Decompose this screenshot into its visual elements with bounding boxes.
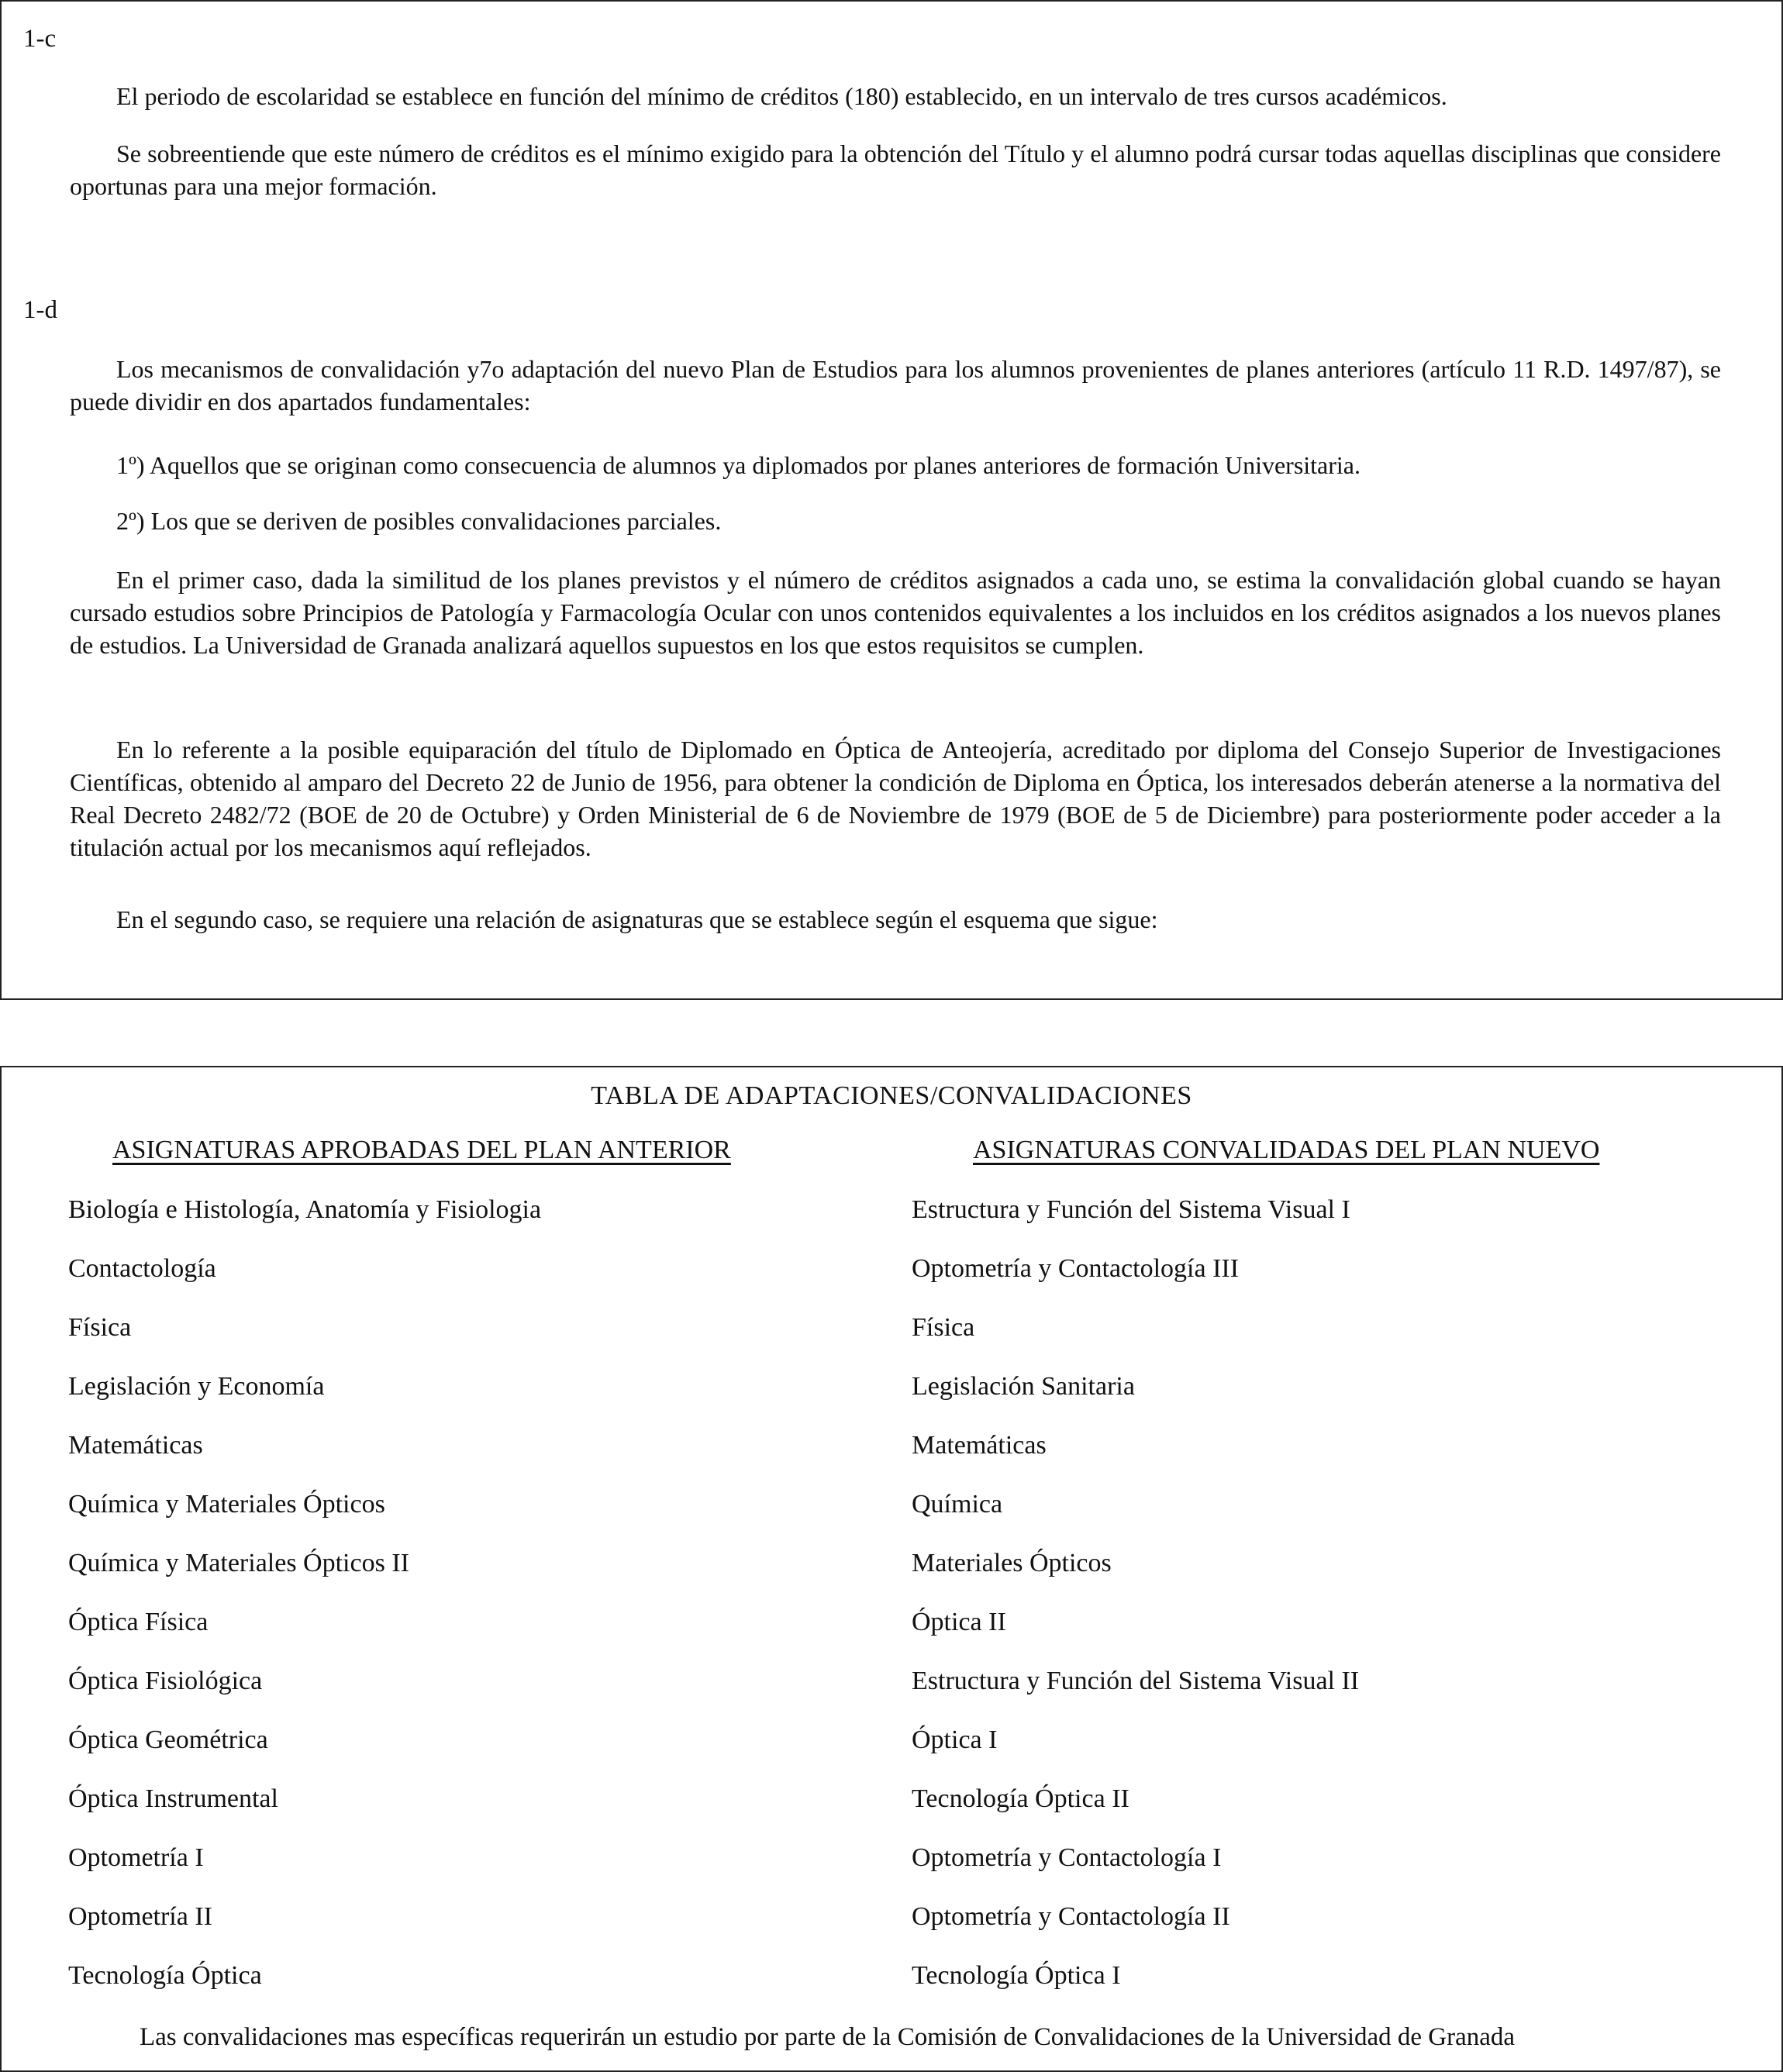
cell-old-subject: Matemáticas [68, 1431, 203, 1460]
paragraph-escolaridad: El periodo de escolaridad se establece en función del mínimo de créditos (180) establecido, en un intervalo de tres cursos académicos. [116, 82, 1447, 110]
table-row [0, 1372, 1783, 1431]
cell-new-subject: Tecnología Óptica I [912, 1961, 1121, 1990]
table-footer-note: Las convalidaciones mas específicas requerirán un estudio por parte de la Comisión de Convalidaciones de la Universidad de Granada [140, 2023, 1516, 2051]
paragraph-equiparacion: En lo referente a la posible equiparación del título de Diplomado en Óptica de Anteojería, acreditado por diploma del Consejo Superior de Investigaciones Científicas, obtenido al amparo del Decreto 22 de Junio de 1956, para obtener la condición de Diploma en Óptica, los interesados deberán atenerse a la normativa del Real Decreto 2482/72 (BOE de 20 de Octubre) y Orden Ministerial de 6 de Noviembre de 1979 (BOE de 5 de Diciembre) para posteriormente poder acceder a la titulación actual por los mecanismos aquí reflejados. [70, 736, 1721, 861]
cell-old-subject: Química y Materiales Ópticos [68, 1490, 385, 1519]
cell-new-subject: Optometría y Contactología II [912, 1902, 1230, 1931]
cell-new-subject: Estructura y Función del Sistema Visual I [912, 1195, 1350, 1224]
cell-new-subject: Optometría y Contactología III [912, 1254, 1240, 1283]
table-row [0, 1313, 1783, 1372]
cell-old-subject: Óptica Instrumental [68, 1784, 278, 1813]
cell-old-subject: Optometría I [68, 1843, 204, 1872]
paragraph-apartado-2: 2º) Los que se deriven de posibles convalidaciones parciales. [116, 507, 722, 535]
cell-new-subject: Física [912, 1313, 975, 1342]
table-row [0, 1254, 1783, 1313]
section-label-1c: 1-c [23, 25, 57, 53]
paragraph-creditos: Se sobreentiende que este número de créditos es el mínimo exigido para la obtención del Título y el alumno podrá cursar todas aquellas disciplinas que considere oportunas para una mejor formación. [70, 140, 1721, 200]
table-row [0, 1195, 1783, 1254]
table-row [0, 1843, 1783, 1902]
cell-new-subject: Tecnología Óptica II [912, 1784, 1129, 1813]
cell-old-subject: Óptica Física [68, 1608, 209, 1636]
table-row [0, 1431, 1783, 1490]
cell-new-subject: Óptica II [912, 1608, 1006, 1636]
cell-new-subject: Química [912, 1490, 1003, 1519]
paragraph-primer-caso: En el primer caso, dada la similitud de los planes previstos y el número de créditos asignados a cada uno, se estima la convalidación global cuando se hayan cursado estudios sobre Principios de Patología y Farmacología Ocular con unos contenidos equivalentes a los incluidos en los créditos asignados a los nuevos planes de estudios. La Universidad de Granada analizará aquellos supuestos en los que estos requisitos se cumplen. [70, 566, 1721, 659]
cell-new-subject: Estructura y Función del Sistema Visual II [912, 1667, 1360, 1695]
paragraph-apartado-1: 1º) Aquellos que se originan como consecuencia de alumnos ya diplomados por planes anteriores de formación Universitaria. [116, 451, 1361, 479]
cell-new-subject: Optometría y Contactología I [912, 1843, 1222, 1872]
cell-old-subject: Óptica Geométrica [68, 1726, 268, 1754]
cell-old-subject: Biología e Histología, Anatomía y Fisiologia [68, 1195, 542, 1224]
table-row [0, 1726, 1783, 1784]
table-row [0, 1490, 1783, 1549]
cell-old-subject: Tecnología Óptica [68, 1961, 262, 1990]
table-row [0, 1549, 1783, 1608]
cell-old-subject: Optometría II [68, 1902, 212, 1931]
table-row [0, 1667, 1783, 1726]
table-row [0, 1961, 1783, 2020]
table-row [0, 1784, 1783, 1843]
paragraph-mecanismos: Los mecanismos de convalidación y7o adaptación del nuevo Plan de Estudios para los alumnos provenientes de planes anteriores (artículo 11 R.D. 1497/87), se puede dividir en dos apartados fundamentales: [70, 355, 1721, 415]
cell-new-subject: Legislación Sanitaria [912, 1372, 1135, 1401]
column-header-old-plan: ASIGNATURAS APROBADAS DEL PLAN ANTERIOR [112, 1136, 731, 1164]
cell-old-subject: Contactología [68, 1254, 216, 1283]
table-title: TABLA DE ADAPTACIONES/CONVALIDACIONES [591, 1081, 1192, 1110]
table-row [0, 1902, 1783, 1961]
cell-old-subject: Física [68, 1313, 132, 1342]
cell-old-subject: Óptica Fisiológica [68, 1667, 263, 1695]
column-header-new-plan: ASIGNATURAS CONVALIDADAS DEL PLAN NUEVO [973, 1136, 1600, 1164]
table-row [0, 1608, 1783, 1667]
cell-new-subject: Óptica I [912, 1726, 998, 1754]
cell-old-subject: Química y Materiales Ópticos II [68, 1549, 409, 1577]
cell-new-subject: Materiales Ópticos [912, 1549, 1112, 1577]
section-label-1d: 1-d [23, 296, 57, 324]
cell-new-subject: Matemáticas [912, 1431, 1047, 1460]
cell-old-subject: Legislación y Economía [68, 1372, 325, 1401]
paragraph-segundo-caso: En el segundo caso, se requiere una relación de asignaturas que se establece según el esquema que sigue: [116, 905, 1158, 933]
